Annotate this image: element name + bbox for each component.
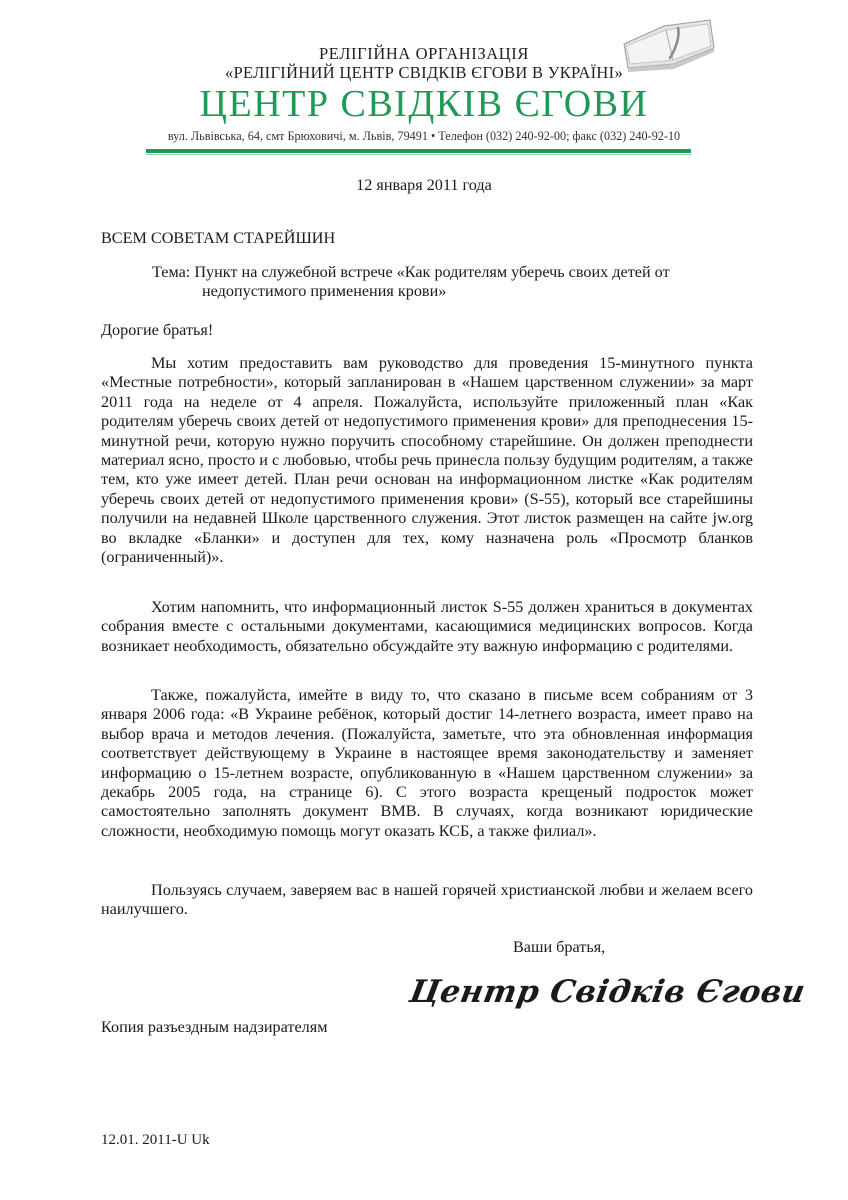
letter-recipient: ВСЕМ СОВЕТАМ СТАРЕЙШИН [101, 229, 336, 247]
letter-subject-line1: Тема: Пункт на служебной встрече «Как родителям уберечь своих детей от [152, 263, 670, 281]
letterhead-title: ЦЕНТР СВІДКІВ ЄГОВИ [199, 83, 649, 125]
body-paragraph: Также, пожалуйста, имейте в виду то, что сказано в письме всем собраниям от 3 января 2006 года: «В Украине ребёнок, который достиг 14-летнего возраста, имеет право на выбор врача и методов лечения. (Пожалуйста, заметьте, что эта обновленная информация соответствует действующему в Украине в настоящее время законодательству и заменяет информацию о 15-летнем возрасте, опубликованную в «Нашем царственном служении» за декабрь 2005 года, на странице 6). С этого возраста крещеный подросток может самостоятельно заполнять документ ВМВ. В случаях, когда возникают юридические сложности, необходимую помощь могут оказать КСБ, а также филиал». [101, 686, 753, 840]
letter-closing: Ваши братья, [513, 938, 606, 956]
organization-name-line1: РЕЛІГІЙНА ОРГАНІЗАЦІЯ [319, 44, 529, 63]
letterhead-divider-thin [146, 154, 691, 155]
copy-note: Копия разъездным надзирателям [101, 1018, 328, 1036]
body-paragraph: Хотим напомнить, что информационный листок S-55 должен храниться в документах собрания вместе с остальными документами, касающимися медицинских вопросов. Когда возникает необходимость, обязательно обсуждайте эту важную информацию с родителями. [101, 598, 753, 655]
body-paragraph: Пользуясь случаем, заверяем вас в нашей горячей христианской любви и желаем всего наилучшего. [101, 881, 753, 919]
signature: Центр Свідків Єгови [406, 974, 809, 1010]
letter-date: 12 января 2011 года [356, 176, 492, 194]
letterhead-divider [146, 149, 691, 153]
letter-greeting: Дорогие братья! [101, 321, 214, 339]
letterhead-address: вул. Львівська, 64, смт Брюховичі, м. Львів, 79491 • Телефон (032) 240-92-00; факс (032) 240-92-10 [167, 129, 681, 143]
organization-name-line2: «РЕЛІГІЙНИЙ ЦЕНТР СВІДКІВ ЄГОВИ В УКРАЇНІ» [224, 63, 623, 82]
body-paragraph: Мы хотим предоставить вам руководство для проведения 15-минутного пункта «Местные потребности», который запланирован в «Нашем царственном служении» за март 2011 года на неделе от 4 апреля. Пожалуйста, используйте приложенный план «Как родителям уберечь своих детей от недопустимого применения крови» для преподнесения 15-минутной речи, которую нужно поручить способному старейшине. Он должен преподнести материал ясно, просто и с любовью, чтобы речь принесла пользу будущим родителям, а также тем, кто уже имеет детей. План речи основан на информационном листке «Как родителям уберечь своих детей от недопустимого применения крови» (S-55), который все старейшины получили на недавней Школе царственного служения. Этот листок размещен на сайте jw.org во вкладке «Бланки» и доступен для тех, кому назначена роль «Просмотр бланков (ограниченный)». [101, 354, 753, 567]
letter-subject-line2: недопустимого применения крови» [202, 282, 447, 300]
reference-code: 12.01. 2011-U Uk [101, 1132, 210, 1148]
